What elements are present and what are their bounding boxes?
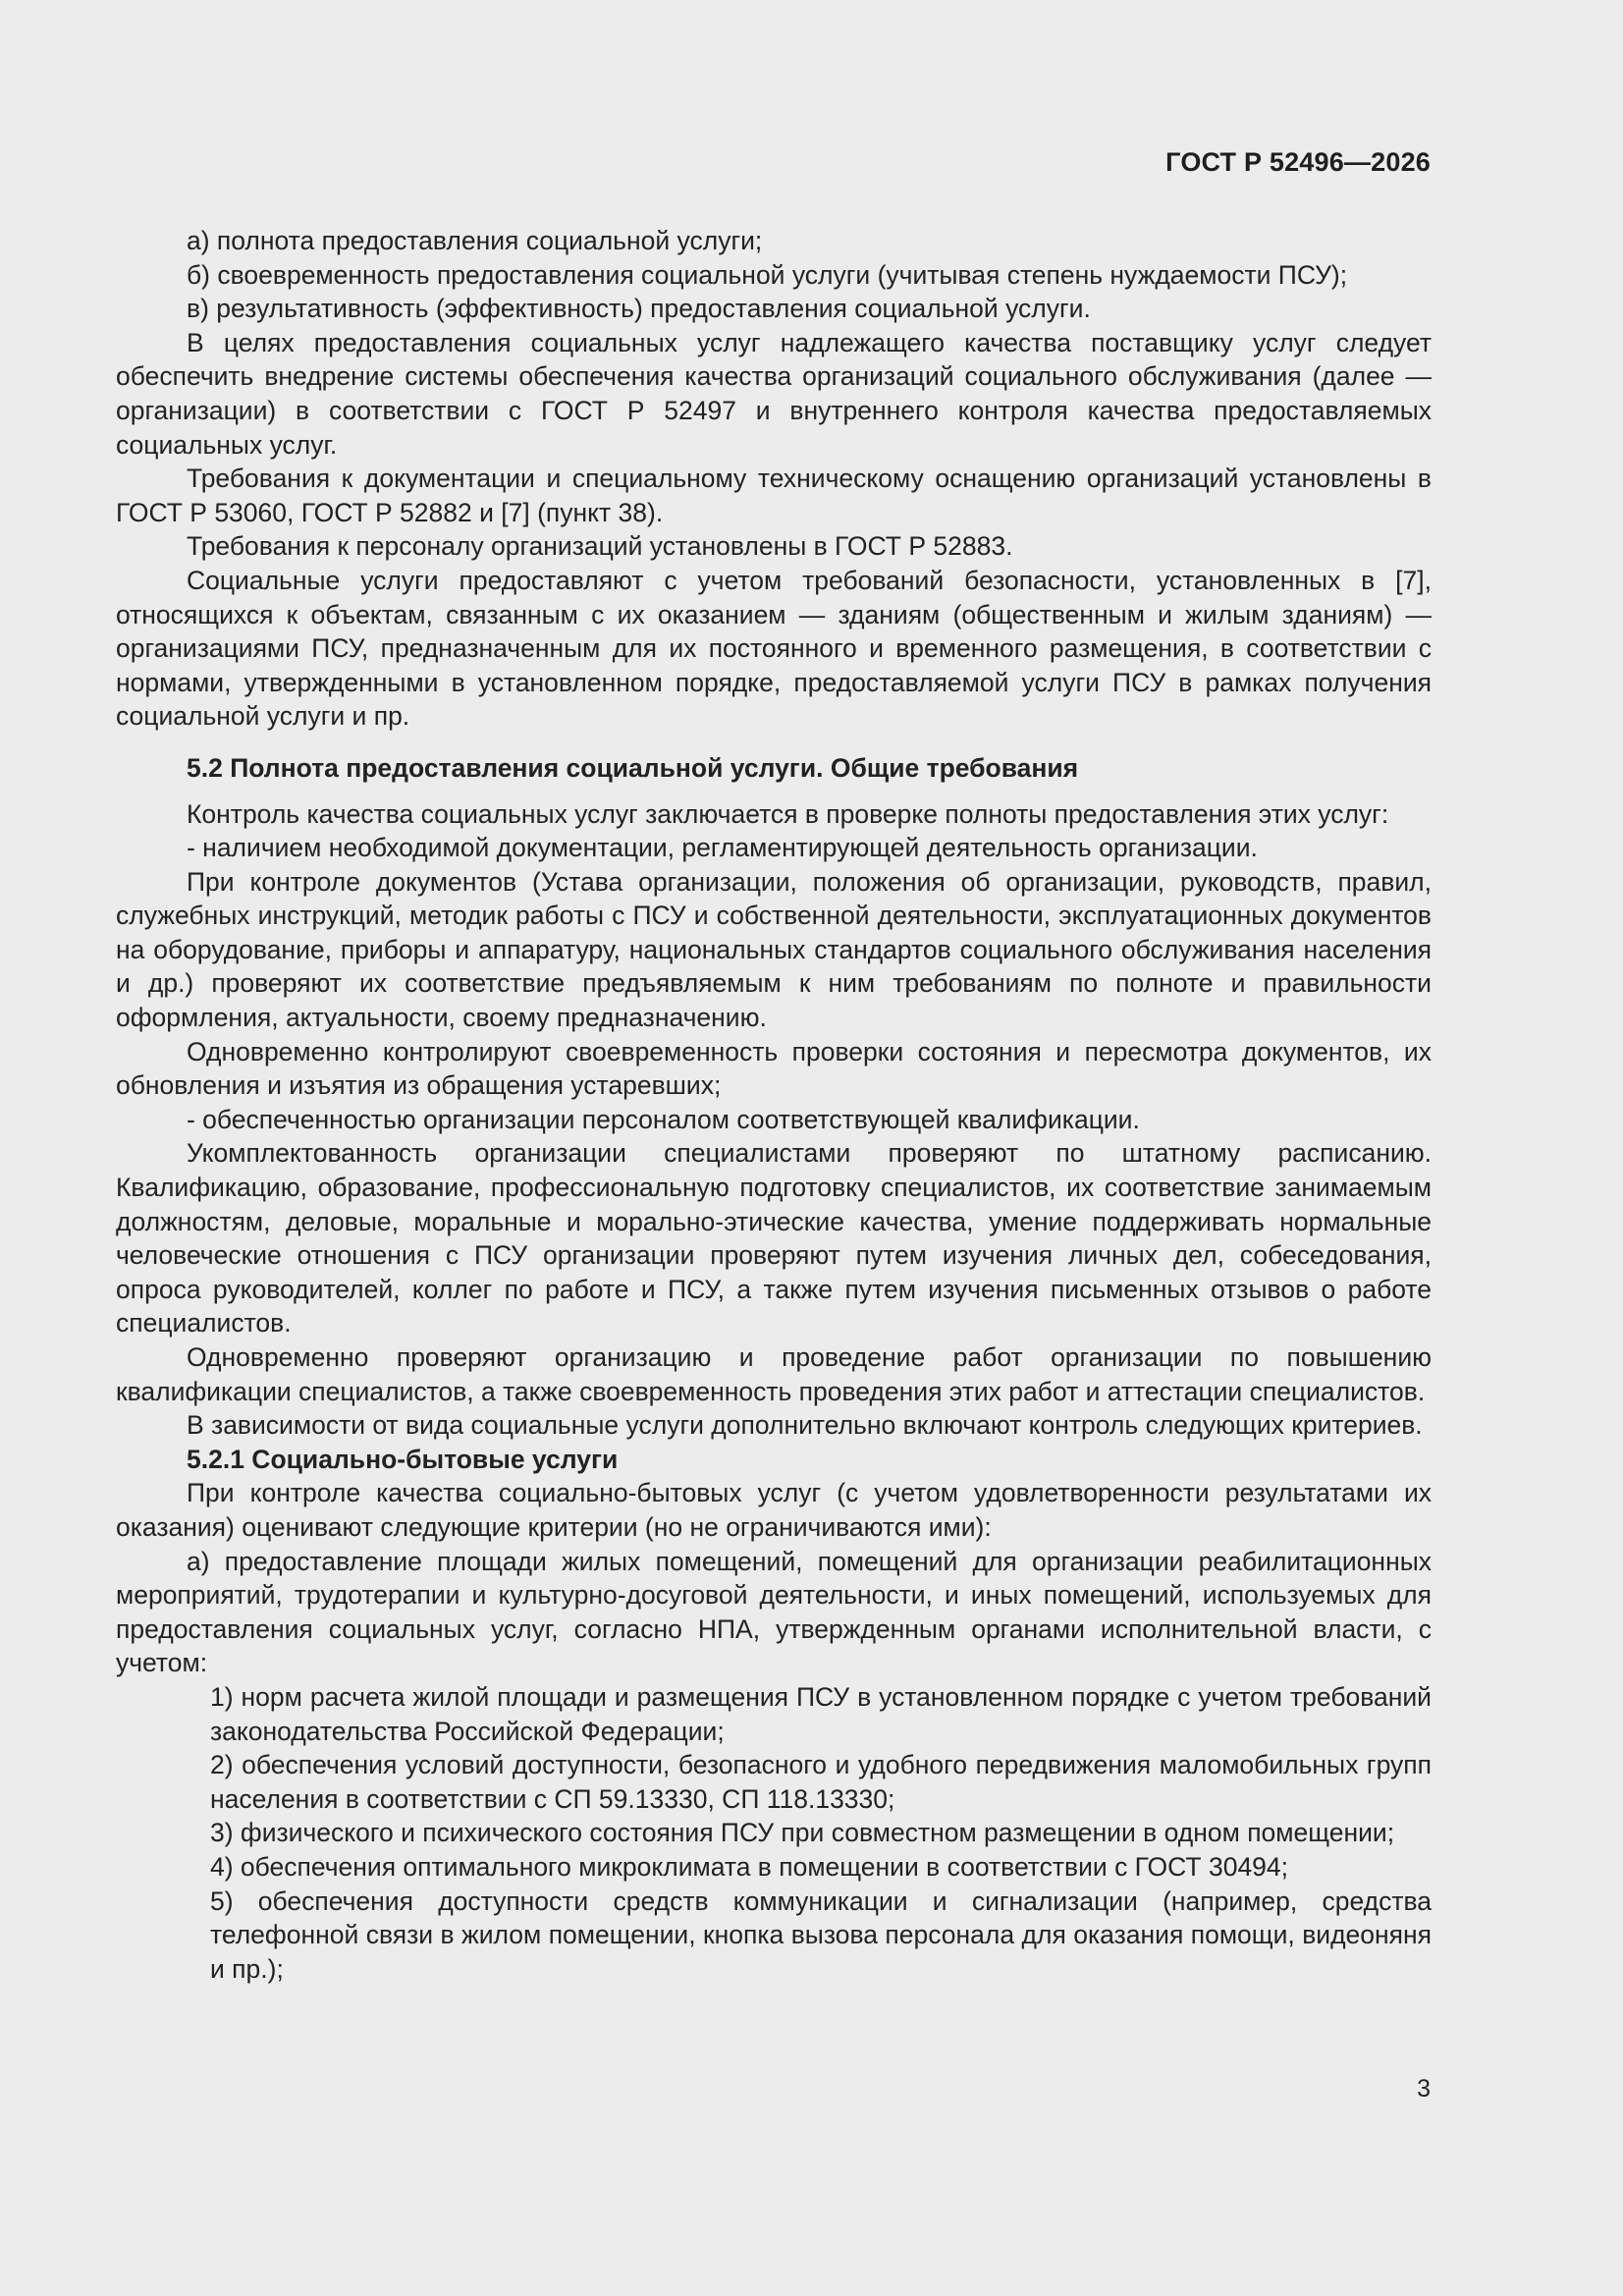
- sub-item-5: 5) обеспечения доступности средств коммуникации и сигнализации (например, средства телефонной связи в жилом помещении, кнопка вызова персонала для оказания помощи, видеоняня и пр.);: [210, 1886, 1432, 1984]
- paragraph-staffing: Укомплектованность организации специалистами проверяют по штатному расписанию. Квалификацию, образование, профессиональную подготовку специалистов, их соответствие занимаемым должностям, деловые, моральные и морально-этические качества, умение поддерживать нормальные человеческие отношения с ПСУ организации проверяют путем изучения личных дел, собеседования, опроса руководителей, коллег по работе и ПСУ, а также путем изучения письменных отзывов о работе специалистов.: [116, 1138, 1432, 1339]
- paragraph-documentation-requirements: Требования к документации и специальному техническому оснащению организаций установлены в ГОСТ Р 53060, ГОСТ Р 52882 и [7] (пункт 38).: [116, 464, 1432, 527]
- document-code-header: ГОСТ Р 52496—2026: [1165, 147, 1431, 177]
- paragraph-additional-criteria: В зависимости от вида социальные услуги дополнительно включают контроль следующих критериев.: [187, 1410, 1423, 1441]
- list-item-documentation: - наличием необходимой документации, регламентирующей деятельность организации.: [187, 833, 1258, 863]
- sub-item-1: 1) норм расчета жилой площади и размещения ПСУ в установленном порядке с учетом требований законодательства Российской Федерации;: [210, 1681, 1432, 1746]
- paragraph-document-review: Одновременно контролируют своевременность проверки состояния и пересмотра документов, их обновления и изъятия из обращения устаревших;: [116, 1036, 1432, 1101]
- sub-item-3: 3) физического и психического состояния ПСУ при совместном размещении в одном помещении;: [210, 1818, 1395, 1848]
- document-body: [116, 224, 1432, 1986]
- list-item-c: в) результативность (эффективность) предоставления социальной услуги.: [187, 294, 1091, 324]
- paragraph-quality-system: В целях предоставления социальных услуг надлежащего качества поставщику услуг следует обеспечить внедрение системы обеспечения качества организаций социального обслуживания (далее — организации) в соответствии с ГОСТ Р 52497 и внутреннего контроля качества предоставляемых социальных услуг.: [116, 327, 1432, 460]
- list-item-b: б) своевременность предоставления социальной услуги (учитывая степень нуждаемости ПСУ);: [187, 259, 1348, 290]
- section-heading-5-2-1: 5.2.1 Социально-бытовые услуги: [187, 1444, 619, 1474]
- sub-item-2: 2) обеспечения условий доступности, безопасного и удобного передвижения маломобильных групп населения в соответствии с СП 59.13330, СП 118.13330;: [210, 1750, 1432, 1814]
- paragraph-document-control: При контроле документов (Устава организации, положения об организации, руководств, правил, служебных инструкций, методик работы с ПСУ и собственной деятельности, эксплуатационных документов на оборудование, приборы и аппаратуру, национальных стандартов социального обслуживания населения и др.) проверяют их соответствие предъявляемым к ним требованиям по полноте и правильности оформления, актуальности, своему предназначению.: [116, 866, 1432, 1033]
- paragraph-qualification: Одновременно проверяют организацию и проведение работ организации по повышению квалификации специалистов, а также своевременность проведения этих работ и аттестации специалистов.: [116, 1342, 1432, 1406]
- paragraph-personnel-requirements: Требования к персоналу организаций установлены в ГОСТ Р 52883.: [187, 531, 1013, 562]
- list-item-premises: а) предоставление площади жилых помещений, помещений для организации реабилитационных мероприятий, трудотерапии и культурно-досуговой деятельности, и иных помещений, используемых для предоставления социальных услуг, согласно НПА, утвержденным органами исполнительной власти, с учетом:: [116, 1546, 1432, 1678]
- section-heading-5-2: 5.2 Полнота предоставления социальной услуги. Общие требования: [187, 752, 1079, 783]
- page-number: 3: [1417, 2075, 1431, 2103]
- sub-item-4: 4) обеспечения оптимального микроклимата в помещении в соответствии с ГОСТ 30494;: [210, 1851, 1289, 1882]
- list-item-a: а) полнота предоставления социальной услуги;: [187, 226, 763, 255]
- paragraph-safety-requirements: Социальные услуги предоставляют с учетом требований безопасности, установленных в [7], относящихся к объектам, связанным с их оказанием — зданиям (общественным и жилым зданиям) — организациями ПСУ, предназначенным для их постоянного и временного размещения, в соответствии с нормами, утвержденными в установленном порядке, предоставляемой услуги ПСУ в рамках получения социальной услуги и пр.: [116, 565, 1432, 732]
- paragraph-quality-control: Контроль качества социальных услуг заключается в проверке полноты предоставления этих услуг:: [187, 798, 1389, 829]
- list-item-personnel: - обеспеченностью организации персоналом соответствующей квалификации.: [187, 1104, 1140, 1134]
- paragraph-social-household-control: При контроле качества социально-бытовых услуг (с учетом удовлетворенности результатами их оказания) оценивают следующие критерии (но не ограничиваются ими):: [116, 1478, 1432, 1542]
